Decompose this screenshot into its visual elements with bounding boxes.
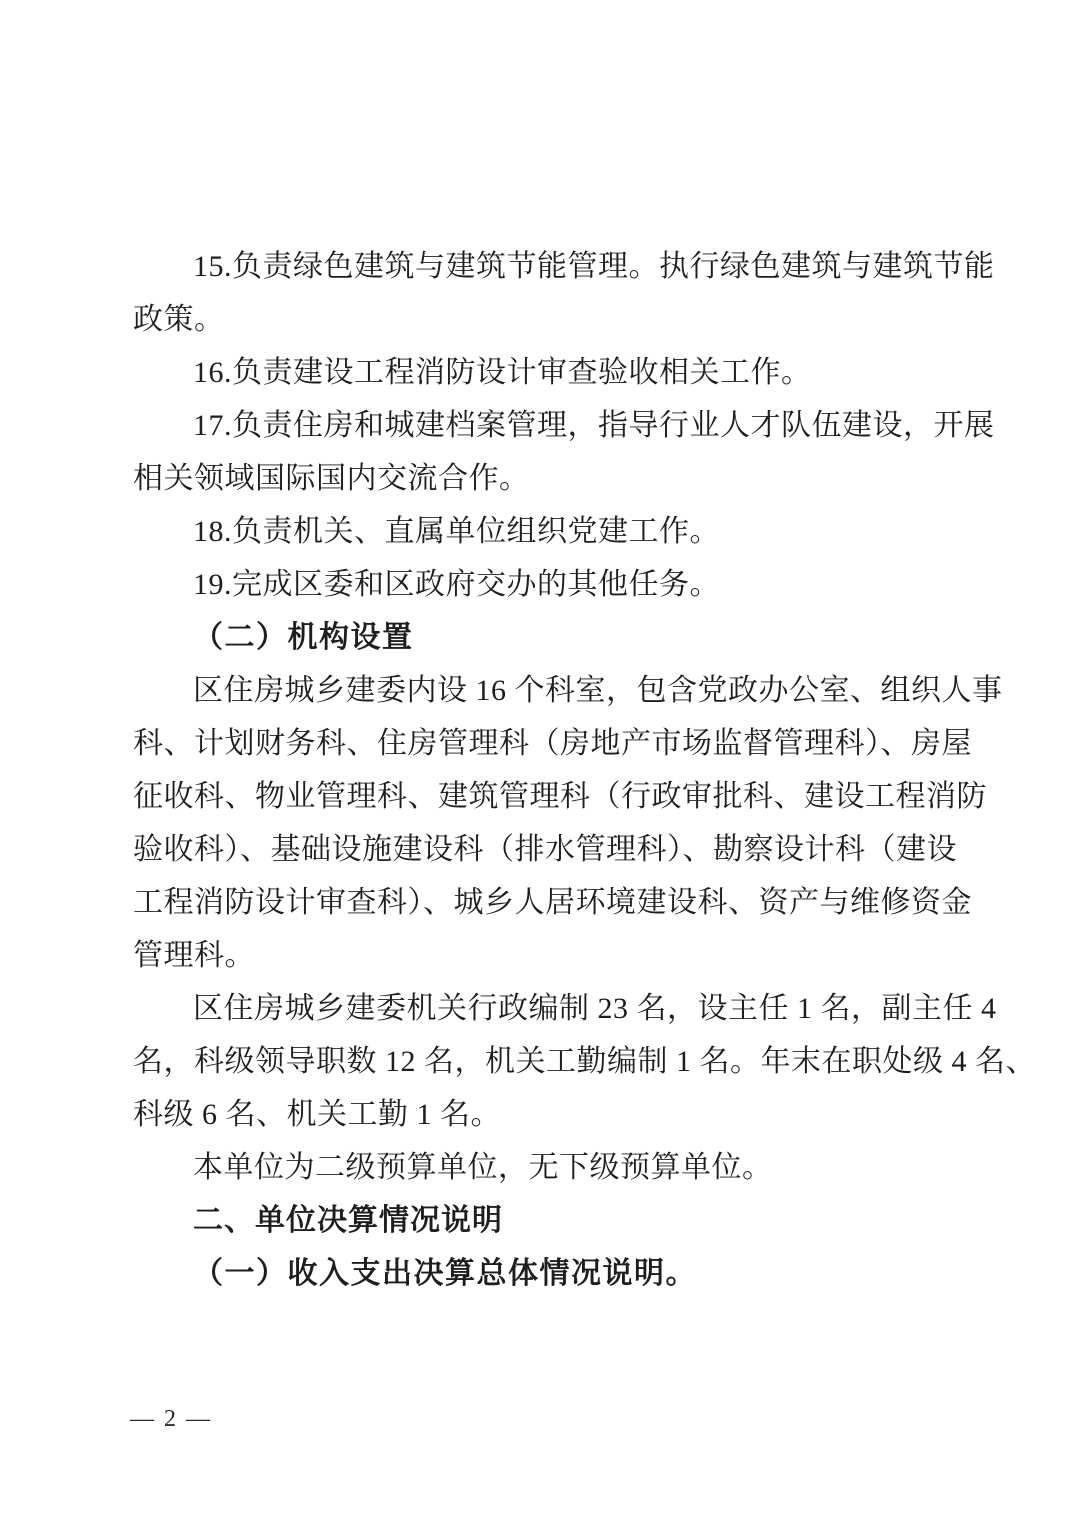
page-number: — 2 —: [130, 1406, 212, 1432]
paragraph-line: 验收科）、基础设施建设科（排水管理科）、勘察设计科（建设: [133, 833, 957, 866]
paragraph-line: 15.负责绿色建筑与建筑节能管理。执行绿色建筑与建筑节能: [193, 250, 995, 283]
paragraph-line: 政策。: [133, 303, 225, 336]
paragraph-line: 相关领域国际国内交流合作。: [133, 462, 530, 495]
document-body: [133, 240, 1036, 1300]
paragraph-line: 科、计划财务科、住房管理科（房地产市场监督管理科）、房屋: [133, 727, 972, 760]
paragraph-line: 区住房城乡建委内设 16 个科室，包含党政办公室、组织人事: [193, 674, 1003, 707]
paragraph-line: 科级 6 名、机关工勤 1 名。: [133, 1098, 501, 1131]
paragraph-line: 工程消防设计审查科）、城乡人居环境建设科、资产与维修资金: [133, 886, 972, 919]
subsection-heading-organization: （二）机构设置: [193, 621, 414, 654]
paragraph-line: 本单位为二级预算单位，无下级预算单位。: [193, 1151, 773, 1184]
paragraph-line: 19.完成区委和区政府交办的其他任务。: [193, 568, 720, 601]
section-heading-2: 二、单位决算情况说明: [193, 1204, 503, 1237]
paragraph-line: 名，科级领导职数 12 名，机关工勤编制 1 名。年末在职处级 4 名、: [133, 1045, 1036, 1078]
paragraph-line: 管理科。: [133, 939, 255, 972]
subsection-heading-income-expense: （一）收入支出决算总体情况说明。: [193, 1257, 697, 1290]
paragraph-line: 区住房城乡建委机关行政编制 23 名，设主任 1 名，副主任 4: [193, 992, 997, 1025]
paragraph-line: 17.负责住房和城建档案管理，指导行业人才队伍建设，开展: [193, 409, 995, 442]
paragraph-line: 18.负责机关、直属单位组织党建工作。: [193, 515, 720, 548]
paragraph-line: 征收科、物业管理科、建筑管理科（行政审批科、建设工程消防: [133, 780, 987, 813]
paragraph-line: 16.负责建设工程消防设计审查验收相关工作。: [193, 356, 812, 389]
